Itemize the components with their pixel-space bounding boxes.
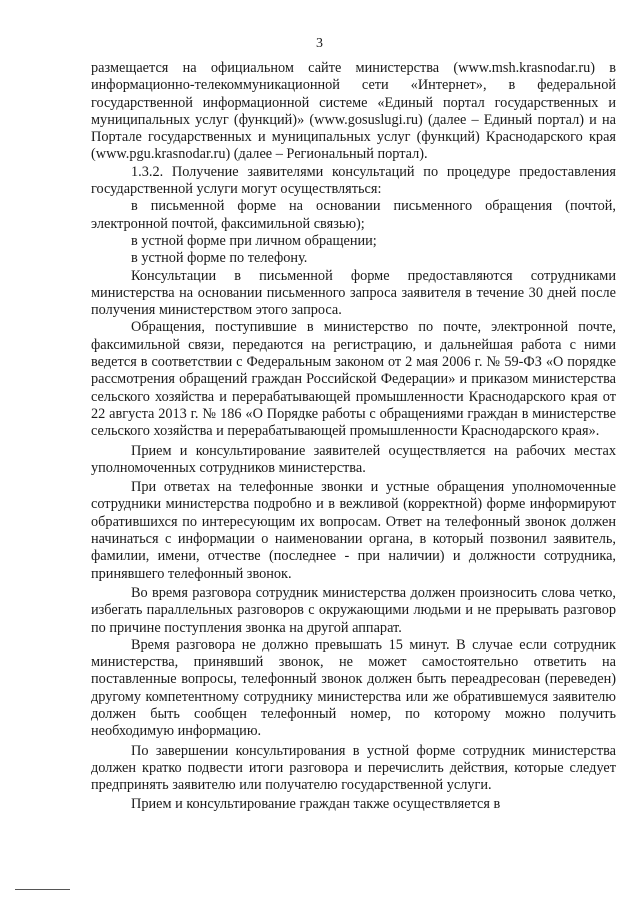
paragraph-consultation-summary: По завершении консультирования в устной форме сотрудник министерства должен кратко подвести итоги разговора и перечислить действия, которые следует предпринять заявителю или получателю государственной услуги. [91, 742, 616, 794]
paragraph-reception-workplaces: Прием и консультирование заявителей осуществляется на рабочих местах уполномоченных сотрудников министерства. [91, 442, 616, 476]
paragraph-written-consultations: Консультации в письменной форме предоставляются сотрудниками министерства на основании письменного запроса заявителя в течение 30 дней после получения министерством этого запроса. [91, 267, 616, 319]
paragraph-call-duration: Время разговора не должно превышать 15 минут. В случае если сотрудник министерства, принявший звонок, не может самостоятельно ответить на поставленные вопросы, телефонный звонок должен быть переадресован (переведен) другому компетентному сотруднику министерства или же обратившемуся заявителю должен быть сообщен телефонный номер, по которому можно получить необходимую информацию. [91, 636, 616, 740]
paragraph-conversation-rules: Во время разговора сотрудник министерства должен произносить слова четко, избегать параллельных разговоров с окружающими людьми и не прерывать разговор по причине поступления звонка на другой аппарат. [91, 584, 616, 636]
page-number: 3 [316, 36, 323, 51]
paragraph-oral-personal: в устной форме при личном обращении; [131, 232, 377, 249]
paragraph-portal-info: размещается на официальном сайте министерства (www.msh.krasnodar.ru) в информационно-телекоммуникационной сети «Интернет», в федеральной государственной информационной системе «Единый портал государственных и муниципальных услуг (функций)» (www.gosuslugi.ru) (далее – Единый портал) и на Портале государственных и муниципальных услуг (функций) Краснодарского края (www.pgu.krasnodar.ru) (далее – Региональный портал). [91, 60, 616, 163]
paragraph-reception-continued: Прием и консультирование граждан также осуществляется в [131, 796, 501, 813]
paragraph-written-form: в письменной форме на основании письменного обращения (почтой, электронной почтой, факсимильной связью); [91, 198, 616, 232]
paragraph-phone-answers: При ответах на телефонные звонки и устные обращения уполномоченные сотрудники министерства подробно и в вежливой (корректной) форме информируют обратившихся по интересующим их вопросам. Ответ на телефонный звонок должен начинаться с информации о наименовании органа, в который позвонил заявитель, фамилии, имени, отчестве (последнее - при наличии) и должности сотрудника, принявшего телефонный звонок. [91, 479, 616, 582]
paragraph-oral-phone: в устной форме по телефону. [131, 250, 308, 267]
footnote-divider [15, 889, 70, 890]
paragraph-appeals-processing: Обращения, поступившие в министерство по почте, электронной почте, факсимильной связи, передаются на регистрацию, и дальнейшая работа с ними ведется в соответствии с Федеральным законом от 2 мая 2006 г. № 59-ФЗ «О порядке рассмотрения обращений граждан Российской Федерации» и приказом министерства сельского хозяйства и перерабатывающей промышленности Краснодарского края от 22 августа 2013 г. № 186 «О Порядке работы с обращениями граждан в министерстве сельского хозяйства и перерабатывающей промышленности Краснодарского края». [91, 319, 616, 440]
paragraph-consultation-clause: 1.3.2. Получение заявителями консультаций по процедуре предоставления государственной услуги могут осуществляться: [91, 163, 616, 198]
document-body [91, 60, 616, 814]
